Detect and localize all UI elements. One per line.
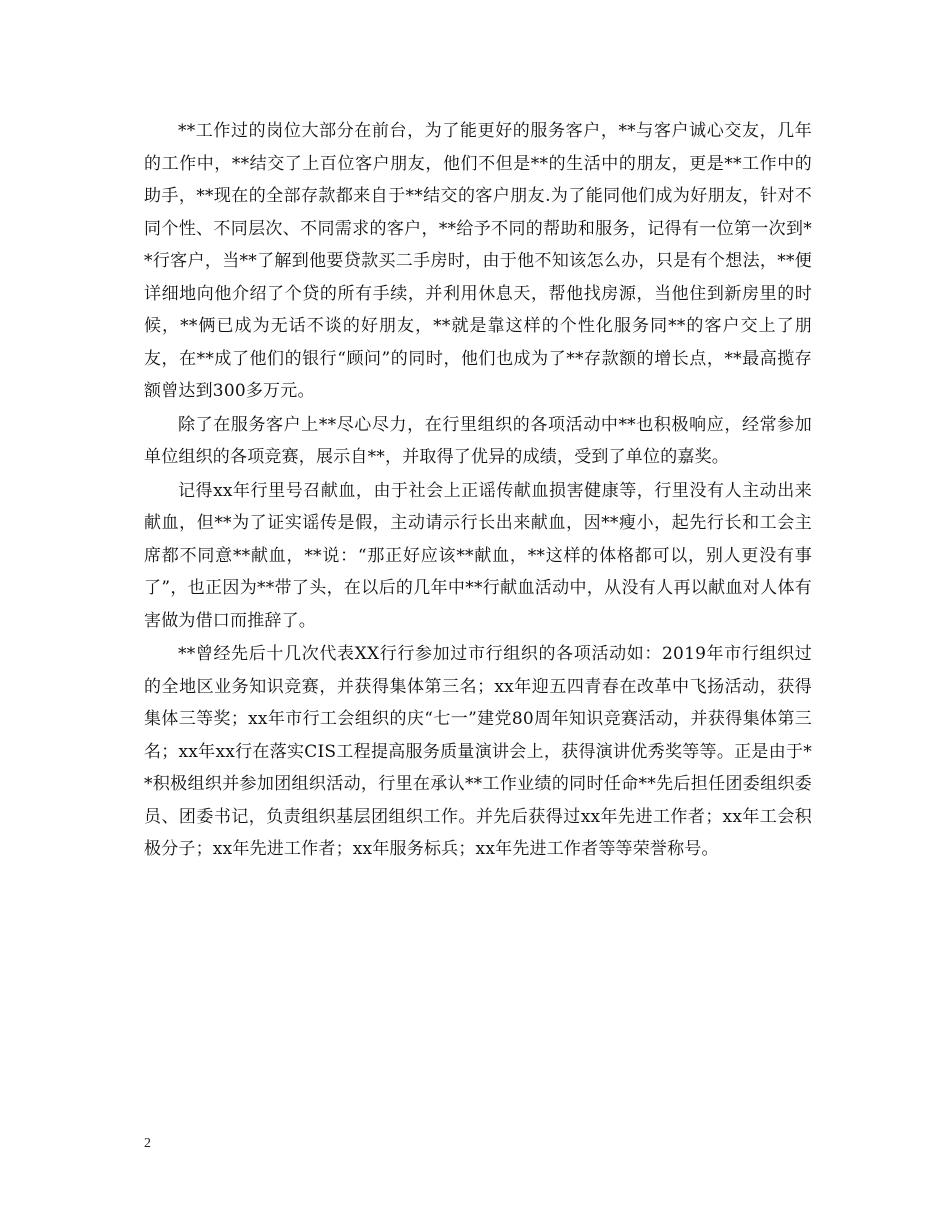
- paragraph-blood-donation: 记得xx年行里号召献血，由于社会上正谣传献血损害健康等，行里没有人主动出来献血，但**为了证实谣传是假，主动请示行长出来献血，因**瘦小，起先行长和工会主席都不同意**献血，**说：“那正好应该**献血，**这样的体格都可以，别人更没有事了”，也正因为**带了头，在以后的几年中**行献血活动中，从没有人再以献血对人体有害做为借口而推辞了。: [144, 480, 812, 631]
- document-body: [144, 115, 812, 867]
- paragraph-honors: **曾经先后十几次代表XX行行参加过市行组织的各项活动如：2019年市行组织过的全地区业务知识竞赛，并获得集体第三名；xx年迎五四青春在改革中飞扬活动，获得集体三等奖；xx年市行工会组织的庆“七一”建党80周年知识竞赛活动，并获得集体第三名；xx年xx行在落实CIS工程提高服务质量演讲会上，获得演讲优秀奖等等。正是由于**积极组织并参加团组织活动，行里在承认**工作业绩的同时任命**先后担任团委组织委员、团委书记，负责组织基层团组织工作。并先后获得过xx年先进工作者；xx年工会积极分子；xx年先进工作者；xx年服务标兵；xx年先进工作者等等荣誉称号。: [144, 644, 812, 859]
- page-number: 2: [144, 1136, 151, 1151]
- paragraph-activities: 除了在服务客户上**尽心尽力，在行里组织的各项活动中**也积极响应，经常参加单位组织的各项竞赛，展示自**，并取得了优异的成绩，受到了单位的嘉奖。: [144, 414, 812, 467]
- paragraph-customer-service: **工作过的岗位大部分在前台，为了能更好的服务客户，**与客户诚心交友，几年的工作中，**结交了上百位客户朋友，他们不但是**的生活中的朋友，更是**工作中的助手，**现在的全部存款都来自于**结交的客户朋友.为了能同他们成为好朋友，针对不同个性、不同层次、不同需求的客户，**给予不同的帮助和服务，记得有一位第一次到**行客户，当**了解到他要贷款买二手房时，由于他不知该怎么办，只是有个想法，**便详细地向他介绍了个贷的所有手续，并利用休息天，帮他找房源，当他住到新房里的时候，**俩已成为无话不谈的好朋友，**就是靠这样的个性化服务同**的客户交上了朋友，在**成了他们的银行“顾问”的同时，他们也成为了**存款额的增长点，**最高揽存额曾达到300多万元。: [144, 121, 812, 401]
